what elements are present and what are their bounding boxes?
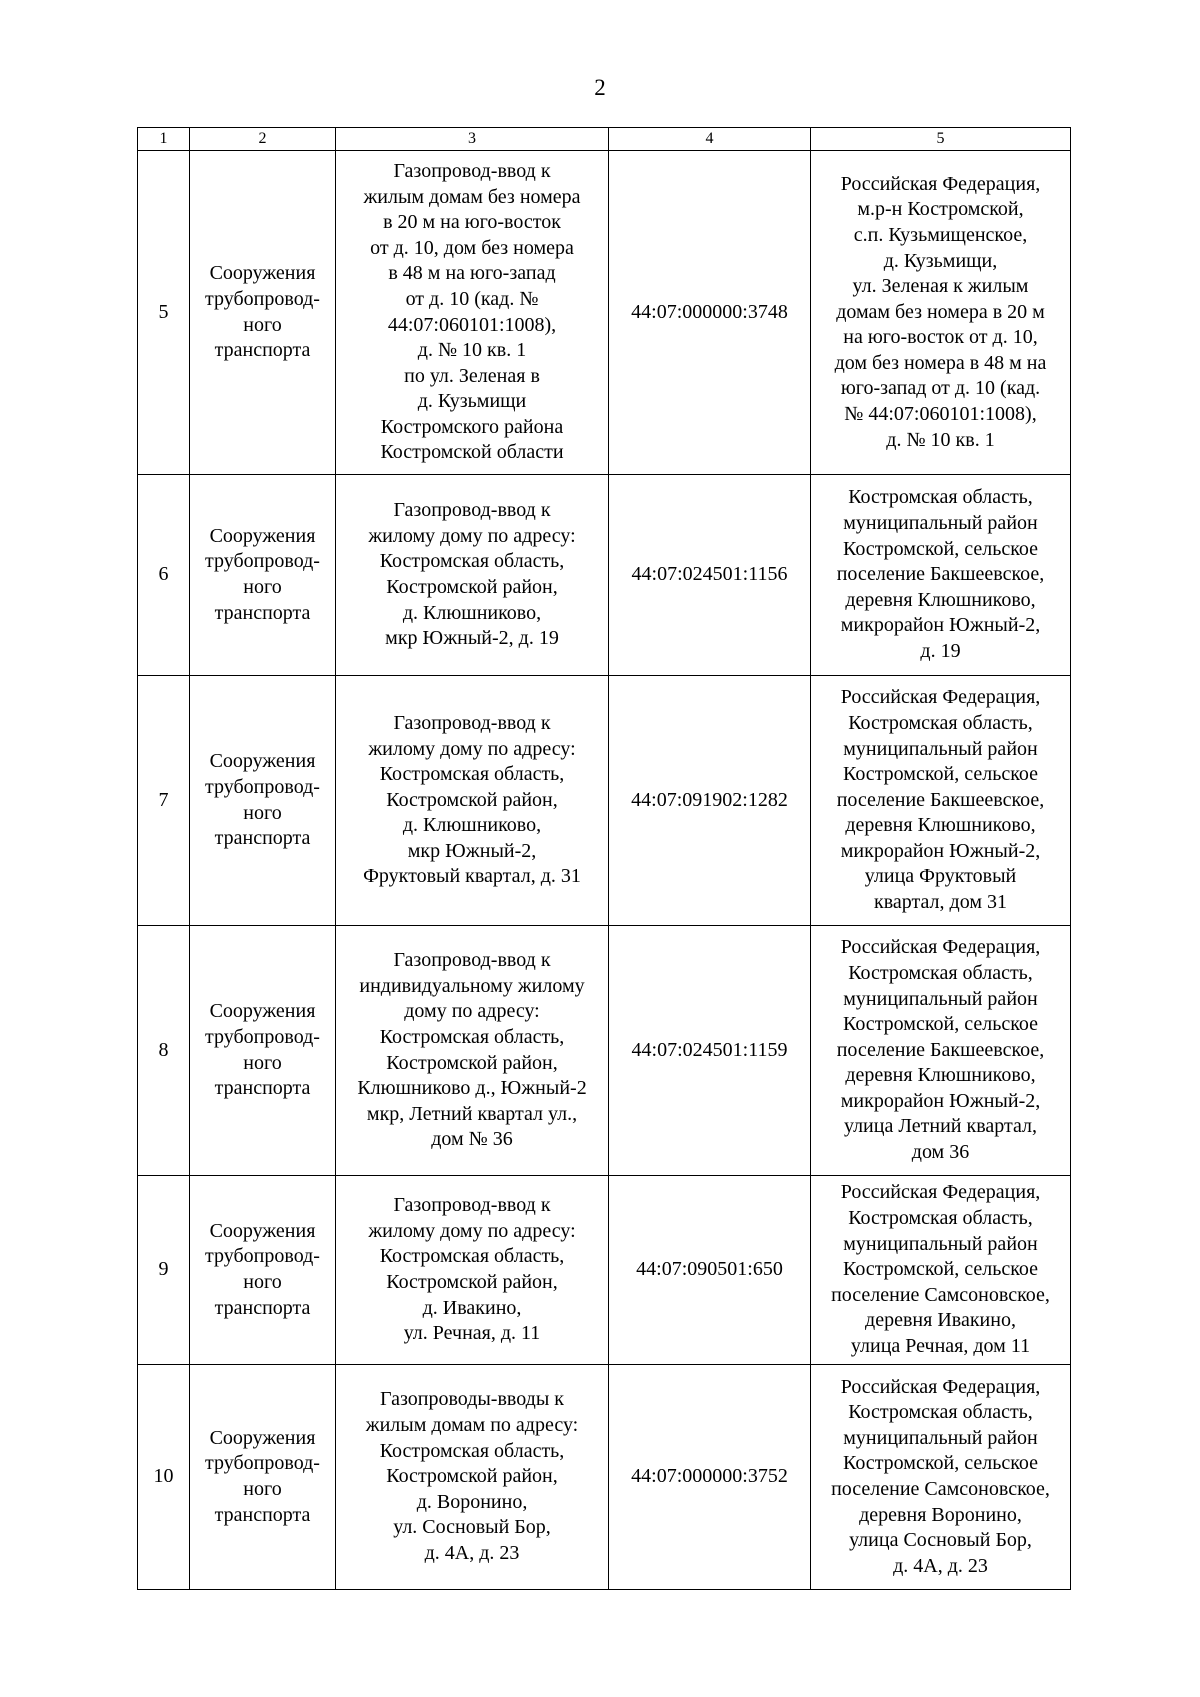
object-address: Российская Федерация, м.р-н Костромской, с.п. Кузьмищенское, д. Кузьмищи, ул. Зеленая к жилым домам без номера в 20 м на юго-восток от д. 10, дом без номера в 48 м на юго-запад от д. 10 (кад. № 44:07:060101:1008), д. № 10 кв. 1	[811, 151, 1071, 475]
object-type: Сооружения трубопровод- ного транспорта	[190, 475, 336, 676]
object-address: Российская Федерация, Костромская область, муниципальный район Костромской, сельское поселение Бакшеевское, деревня Клюшниково, микрорайон Южный-2, улица Летний квартал, дом 36	[811, 926, 1071, 1176]
row-number: 8	[138, 926, 190, 1176]
column-header-2: 2	[190, 128, 336, 151]
page-number: 2	[594, 75, 606, 100]
register-table	[137, 127, 1071, 1590]
object-name: Газопровод-ввод к жилому дому по адресу: Костромская область, Костромской район, д. Ивакино, ул. Речная, д. 11	[336, 1176, 609, 1365]
object-name: Газопровод-ввод к жилому дому по адресу: Костромская область, Костромской район, д. Клюшниково, мкр Южный-2, Фруктовый квартал, д. 31	[336, 676, 609, 926]
cadastral-number: 44:07:024501:1159	[609, 926, 811, 1176]
row-number: 9	[138, 1176, 190, 1365]
cadastral-number: 44:07:000000:3748	[609, 151, 811, 475]
object-type: Сооружения трубопровод- ного транспорта	[190, 926, 336, 1176]
row-number: 5	[138, 151, 190, 475]
table-row	[138, 1365, 1071, 1590]
row-number: 7	[138, 676, 190, 926]
object-type: Сооружения трубопровод- ного транспорта	[190, 1365, 336, 1590]
column-header-1: 1	[138, 128, 190, 151]
cadastral-number: 44:07:091902:1282	[609, 676, 811, 926]
cadastral-number: 44:07:000000:3752	[609, 1365, 811, 1590]
object-type: Сооружения трубопровод- ного транспорта	[190, 151, 336, 475]
object-type: Сооружения трубопровод- ного транспорта	[190, 676, 336, 926]
table-row	[138, 475, 1071, 676]
object-name: Газопровод-ввод к индивидуальному жилому дому по адресу: Костромская область, Костромской район, Клюшниково д., Южный-2 мкр, Летний квартал ул., дом № 36	[336, 926, 609, 1176]
table-header-row	[138, 128, 1071, 151]
object-address: Российская Федерация, Костромская область, муниципальный район Костромской, сельское поселение Самсоновское, деревня Ивакино, улица Речная, дом 11	[811, 1176, 1071, 1365]
object-address: Российская Федерация, Костромская область, муниципальный район Костромской, сельское поселение Самсоновское, деревня Воронино, улица Сосновый Бор, д. 4А, д. 23	[811, 1365, 1071, 1590]
table-row	[138, 676, 1071, 926]
table-row	[138, 926, 1071, 1176]
object-address: Костромская область, муниципальный район Костромской, сельское поселение Бакшеевское, деревня Клюшниково, микрорайон Южный-2, д. 19	[811, 475, 1071, 676]
row-number: 6	[138, 475, 190, 676]
object-address: Российская Федерация, Костромская область, муниципальный район Костромской, сельское поселение Бакшеевское, деревня Клюшниково, микрорайон Южный-2, улица Фруктовый квартал, дом 31	[811, 676, 1071, 926]
object-name: Газопровод-ввод к жилому дому по адресу: Костромская область, Костромской район, д. Клюшниково, мкр Южный-2, д. 19	[336, 475, 609, 676]
object-name: Газопровод-ввод к жилым домам без номера в 20 м на юго-восток от д. 10, дом без номера в 48 м на юго-запад от д. 10 (кад. № 44:07:060101:1008), д. № 10 кв. 1 по ул. Зеленая в д. Кузьмищи Костромского района Костромской области	[336, 151, 609, 475]
object-type: Сооружения трубопровод- ного транспорта	[190, 1176, 336, 1365]
cadastral-number: 44:07:090501:650	[609, 1176, 811, 1365]
cadastral-number: 44:07:024501:1156	[609, 475, 811, 676]
column-header-5: 5	[811, 128, 1071, 151]
object-name: Газопроводы-вводы к жилым домам по адресу: Костромская область, Костромской район, д. Воронино, ул. Сосновый Бор, д. 4А, д. 23	[336, 1365, 609, 1590]
row-number: 10	[138, 1365, 190, 1590]
column-header-3: 3	[336, 128, 609, 151]
column-header-4: 4	[609, 128, 811, 151]
table-row	[138, 1176, 1071, 1365]
table-row	[138, 151, 1071, 475]
